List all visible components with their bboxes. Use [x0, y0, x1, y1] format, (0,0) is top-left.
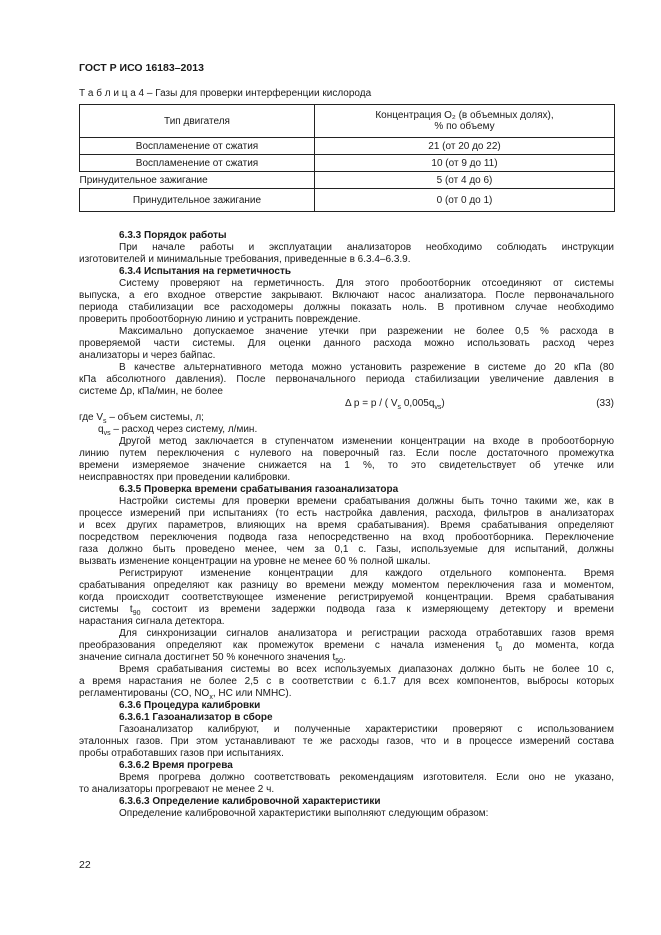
- paragraph-line: нарастания сигнала детектора.: [79, 616, 225, 627]
- table-header-row: [80, 105, 615, 138]
- col-header-concentration-line2: % по объему: [434, 121, 495, 132]
- col-header-concentration-line1: Концентрация O₂ (в объемных долях),: [375, 110, 554, 121]
- paragraph-line: проверяемой части системы. Для оценки данного расхода можно использовать расход через: [79, 338, 614, 349]
- paragraph-line: анализаторы и через байпас.: [79, 350, 216, 361]
- oxygen-gases-table: [79, 104, 615, 212]
- section-title-6-3-6: 6.3.6 Процедура калибровки: [119, 700, 261, 711]
- paragraph-line: Регистрируют изменение концентрации для каждого отдельного компонента. Время: [119, 568, 614, 579]
- paragraph-line: кПа абсолютного давления). После первоначального периода стабилизации увеличение давления в: [79, 374, 614, 385]
- paragraph-line: когда происходит соответствующее изменение регистрируемой концентрации. Время срабатывания: [79, 592, 614, 603]
- paragraph-line: а время нарастания не более 2,5 с в соответствии с 6.1.7 для всех компонентов, выбросы которых: [79, 676, 614, 687]
- table-row: [80, 155, 615, 172]
- paragraph-line: Для синхронизации сигналов анализатора и регистрации расхода отработавших газов время: [119, 628, 614, 639]
- col-header-concentration: [315, 105, 615, 138]
- col-header-engine: Тип двигателя: [80, 105, 315, 138]
- formula-part: 0,005q: [401, 398, 435, 409]
- formula-part: Δ p = p / ( V: [345, 398, 398, 409]
- table-row: [80, 172, 615, 189]
- document-header: ГОСТ Р ИСО 16183–2013: [79, 62, 204, 74]
- conc-cell: 5 (от 4 до 6): [315, 172, 615, 189]
- paragraph-line: [79, 604, 614, 616]
- paragraph-line: процессе измерений при испытаниях (то есть настройка давления, расхода, фильтров в анализаторах: [79, 508, 614, 519]
- paragraph-line: линию путем переключения с нулевого на поверочный газ. Если после достаточного промежутка: [79, 448, 614, 459]
- text-sub: x: [209, 694, 213, 701]
- definition-line: [79, 424, 614, 436]
- formula-part: ): [441, 398, 445, 409]
- paragraph-line: системе Δp, кПа/мин, не более: [79, 386, 223, 397]
- text-part: , HC или NMHC).: [212, 688, 292, 699]
- paragraph-line: В качестве альтернативного метода можно установить разрежение в системе до 20 кПа (80: [119, 362, 614, 373]
- paragraph-line: проверить пробоотборную линию и устранить повреждение.: [79, 314, 361, 325]
- text-part: .: [343, 652, 346, 663]
- text-part: системы t: [79, 604, 133, 615]
- text-part: значение сигнала достигнет 50 % конечного значения t: [79, 652, 336, 663]
- paragraph-line: и всех других параметров, влияющих на время срабатывания). Время срабатывания определяют: [79, 520, 614, 531]
- paragraph-line: Время срабатывания системы во всех используемых диапазонах должно быть не более 10 с,: [119, 664, 614, 675]
- paragraph-line: то анализаторы прогревают не менее 2 ч.: [79, 784, 275, 795]
- engine-cell: Принудительное зажигание: [80, 189, 315, 212]
- formula-sub: s: [397, 404, 402, 411]
- definition-line: [79, 412, 614, 424]
- conc-cell: 10 (от 9 до 11): [315, 155, 615, 172]
- engine-cell: Воспламенение от сжатия: [80, 155, 315, 172]
- paragraph-line: Систему проверяют на герметичность. Для этого пробоотборник отсоединяют от системы: [119, 278, 614, 289]
- paragraph-line: Другой метод заключается в ступенчатом изменении концентрации на входе в пробоотборную: [119, 436, 614, 447]
- paragraph-line: Определение калибровочной характеристики выполняют следующим образом:: [119, 808, 489, 819]
- section-title-6-3-5: 6.3.5 Проверка времени срабатывания газоанализатора: [119, 484, 399, 495]
- paragraph-line: Газоанализатор калибруют, и полученные характеристики проверяют с использованием: [119, 724, 614, 735]
- section-title-6-3-6-1: 6.3.6.1 Газоанализатор в сборе: [119, 712, 273, 723]
- paragraph-line: выпуска, а его входное отверстие закрывают. Включают насос анализатора. После первоначального: [79, 290, 614, 301]
- section-title-6-3-6-3: 6.3.6.3 Определение калибровочной характеристики: [119, 796, 381, 807]
- text-sub: 50: [335, 658, 344, 665]
- paragraph-line: газа должно быть проведено менее, чем за 0,1 с. Газы, используемые для испытаний, должны: [79, 544, 614, 555]
- text-sub: 0: [498, 646, 503, 653]
- table-row: [80, 138, 615, 155]
- paragraph-line: срабатывания определяют как разницу во времени между моментом переключения газа и моментом,: [79, 580, 614, 591]
- conc-cell: 21 (от 20 до 22): [315, 138, 615, 155]
- formula-sub: vs: [434, 404, 442, 411]
- paragraph-line: [79, 652, 614, 664]
- page-number: 22: [79, 859, 91, 871]
- paragraph-line: пробы отработавших газов при испытаниях.: [79, 748, 284, 759]
- paragraph-line: изготовителей и минимальные требования, приведенные в 6.3.4–6.3.9.: [79, 254, 411, 265]
- formula-33: [79, 398, 614, 412]
- text-sub: 90: [132, 610, 141, 617]
- engine-cell: Воспламенение от сжатия: [80, 138, 315, 155]
- text-part: до момента, когда: [502, 640, 615, 651]
- conc-cell: 0 (от 0 до 1): [315, 189, 615, 212]
- table-row: [80, 189, 615, 212]
- paragraph-line: Время прогрева должно соответствовать рекомендациям изготовителя. Если оно не указано,: [119, 772, 614, 783]
- section-title-6-3-6-2: 6.3.6.2 Время прогрева: [119, 760, 233, 771]
- paragraph-line: неисправностях при проведении калибровки.: [79, 472, 291, 483]
- paragraph-line: [79, 640, 614, 652]
- text-part: регламентированы (CO, NO: [79, 688, 210, 699]
- engine-cell: Принудительное зажигание: [80, 172, 315, 189]
- def-sub: s: [103, 418, 107, 425]
- paragraph-line: Максимально допускаемое значение утечки при разрежении не более 0,5 % расхода в: [119, 326, 614, 337]
- section-title-6-3-3: 6.3.3 Порядок работы: [119, 230, 227, 241]
- text-part: преобразования определяют как промежуток времени с начала изменения t: [79, 640, 499, 651]
- formula-number: (33): [596, 398, 614, 409]
- paragraph-line: вызвать изменение концентрации на уровне не менее 60 % полной шкалы.: [79, 556, 431, 567]
- table-caption: Т а б л и ц а 4 – Газы для проверки интерференции кислорода: [79, 88, 372, 99]
- def-text: – объем системы, л;: [106, 412, 204, 423]
- paragraph-line: посредством переключения подвода газа непосредственно на вход пробоотборника. Переключение: [79, 532, 614, 543]
- def-text: – расход через систему, л/мин.: [110, 424, 258, 435]
- paragraph-line: [79, 688, 614, 700]
- paragraph-line: При начале работы и эксплуатации анализаторов необходимо соблюдать инструкции: [119, 242, 614, 253]
- def-sub: vs: [103, 430, 111, 437]
- paragraph-line: Настройки системы для проверки времени срабатывания должны быть точно такими же, как в: [119, 496, 614, 507]
- paragraph-line: времени измеряемое значение снижается на 1 %, то это свидетельствует об утечке или: [79, 460, 614, 471]
- paragraph-line: периода стабилизации все расходомеры должны показать ноль. В противном случае необходимо: [79, 302, 614, 313]
- def-var: q: [98, 424, 104, 435]
- paragraph-line: эталонных газов. При этом устанавливают те же расходы газов, что и в процессе измерений состава: [79, 736, 614, 747]
- section-title-6-3-4: 6.3.4 Испытания на герметичность: [119, 266, 291, 277]
- def-var: где V: [79, 412, 104, 423]
- body-text: [79, 230, 614, 820]
- text-part: состоит из времени задержки подвода газа к измеряющему детектору и времени: [140, 604, 614, 615]
